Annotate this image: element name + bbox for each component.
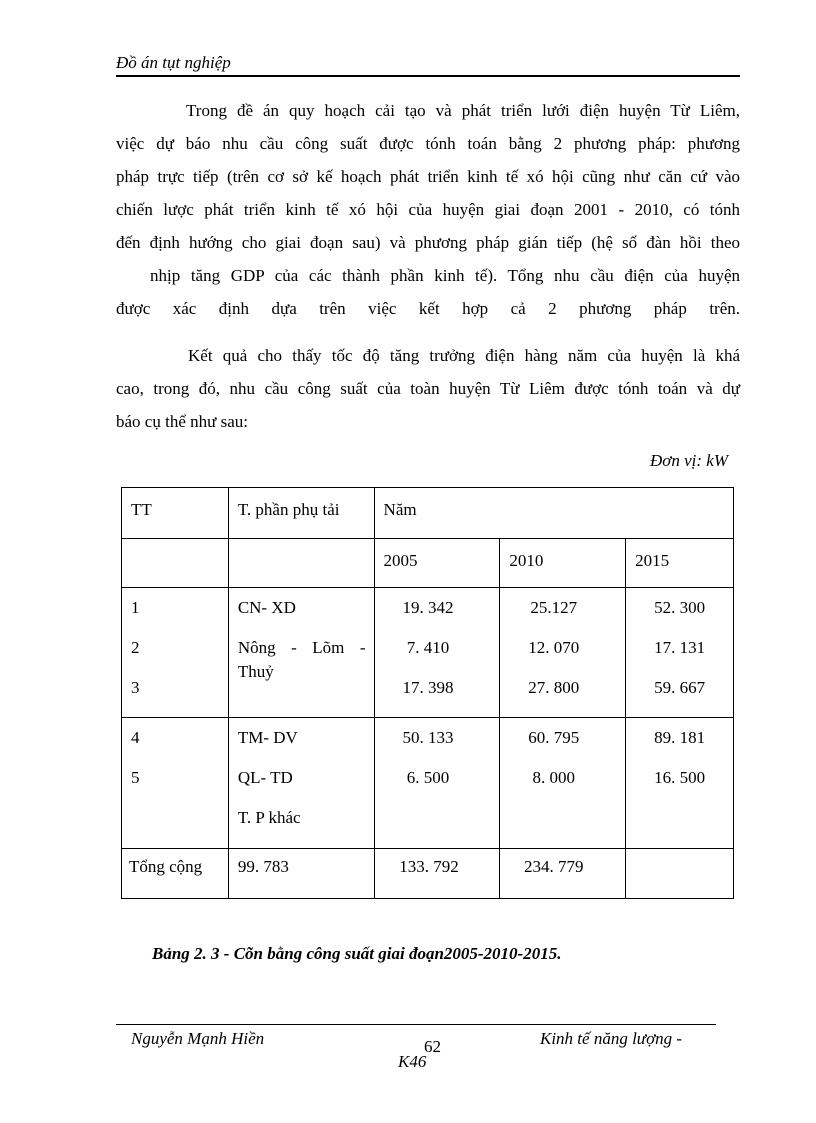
footer-author: Nguyễn Mạnh Hiền — [131, 1029, 265, 1048]
table-years-row — [122, 539, 734, 588]
value-cell: 50. 133 — [402, 728, 454, 747]
component-name: T. P khác — [237, 808, 301, 827]
text-line: việc dự báo nhu cầu công suất được tónh toán bằng 2 phương pháp: phương — [116, 134, 740, 153]
value-cell: 16. 500 — [654, 768, 706, 787]
text-line: đến định hướng cho giai đoạn sau) và phương pháp gián tiếp (hệ số đàn hồi theo — [116, 233, 740, 252]
total-value: 99. 783 — [228, 849, 374, 899]
table-caption: Bảng 2. 3 - Cõn bằng công suất giai đoạn2005-2010-2015. — [152, 944, 562, 963]
page-number: 62 — [424, 1037, 441, 1056]
table-row — [122, 718, 734, 849]
value-cell: 25.127 — [530, 598, 578, 617]
row-number: 3 — [131, 678, 140, 697]
component-name: CN- XD — [237, 598, 296, 617]
row-number: 2 — [131, 638, 140, 657]
text-line: được xác định dựa trên việc kết hợp cả 2 phương pháp trên. — [116, 299, 740, 318]
value-cell: 12. 070 — [528, 638, 580, 657]
total-value: 234. 779 — [500, 849, 626, 899]
value-cell: 17. 131 — [654, 638, 706, 657]
value-cell: 27. 800 — [528, 678, 580, 697]
data-table — [121, 487, 734, 899]
footer-rule — [116, 1024, 716, 1025]
year-2005: 2005 — [374, 539, 500, 588]
paragraph-2 — [116, 339, 740, 438]
paragraph-1 — [116, 94, 740, 325]
component-name: Thuỷ — [237, 662, 274, 681]
total-value — [626, 849, 734, 899]
row-number: 5 — [131, 768, 140, 787]
text-line: Kết quả cho thấy tốc độ tăng trưởng điện hàng năm của huyện là khá — [188, 346, 740, 365]
value-cell: 52. 300 — [654, 598, 706, 617]
table-header-row — [122, 488, 734, 539]
row-number: 1 — [131, 598, 140, 617]
text-line: pháp trực tiếp (trên cơ sở kế hoạch phát triển kinh tế xó hội cũng như căn cứ vào — [116, 167, 740, 186]
table-row — [122, 588, 734, 718]
row-number: 4 — [131, 728, 140, 747]
header-component: T. phần phụ tải — [228, 488, 374, 539]
value-cell: 19. 342 — [402, 598, 454, 617]
value-cell: 59. 667 — [654, 678, 706, 697]
header-year: Năm — [374, 488, 733, 539]
year-2015: 2015 — [626, 539, 734, 588]
footer-class: K46 — [398, 1052, 427, 1071]
value-cell: 6. 500 — [406, 768, 450, 787]
component-name: Nông - Lõm - — [237, 638, 366, 657]
value-cell: 8. 000 — [532, 768, 575, 787]
footer-department: Kinh tế năng lượng - — [540, 1029, 683, 1048]
component-name: QL- TD — [237, 768, 293, 787]
component-name: TM- DV — [237, 728, 298, 747]
total-value: 133. 792 — [374, 849, 500, 899]
text-line: nhịp tăng GDP của các thành phần kinh tế). Tổng nhu cầu điện của huyện — [150, 266, 740, 285]
unit-label: Đơn vị: kW — [650, 451, 728, 470]
value-cell: 89. 181 — [654, 728, 706, 747]
header-rule — [116, 75, 740, 77]
value-cell: 17. 398 — [402, 678, 454, 697]
header-title: Đồ án tụt nghiệp — [116, 53, 231, 72]
value-cell: 7. 410 — [406, 638, 450, 657]
text-line: chiến lược phát triển kinh tế xó hội của huyện giai đoạn 2001 - 2010, có tónh — [116, 200, 740, 219]
header-tt: TT — [122, 488, 229, 539]
value-cell: 60. 795 — [528, 728, 580, 747]
table-total-row — [122, 849, 734, 899]
text-line: Trong đề án quy hoạch cải tạo và phát triển lưới điện huyện Từ Liêm, — [186, 101, 740, 120]
year-2010: 2010 — [500, 539, 626, 588]
text-line: báo cụ thể như sau: — [116, 412, 248, 431]
total-label: Tổng cộng — [122, 849, 229, 899]
text-line: cao, trong đó, nhu cầu công suất của toàn huyện Từ Liêm được tónh toán và dự — [116, 379, 740, 398]
